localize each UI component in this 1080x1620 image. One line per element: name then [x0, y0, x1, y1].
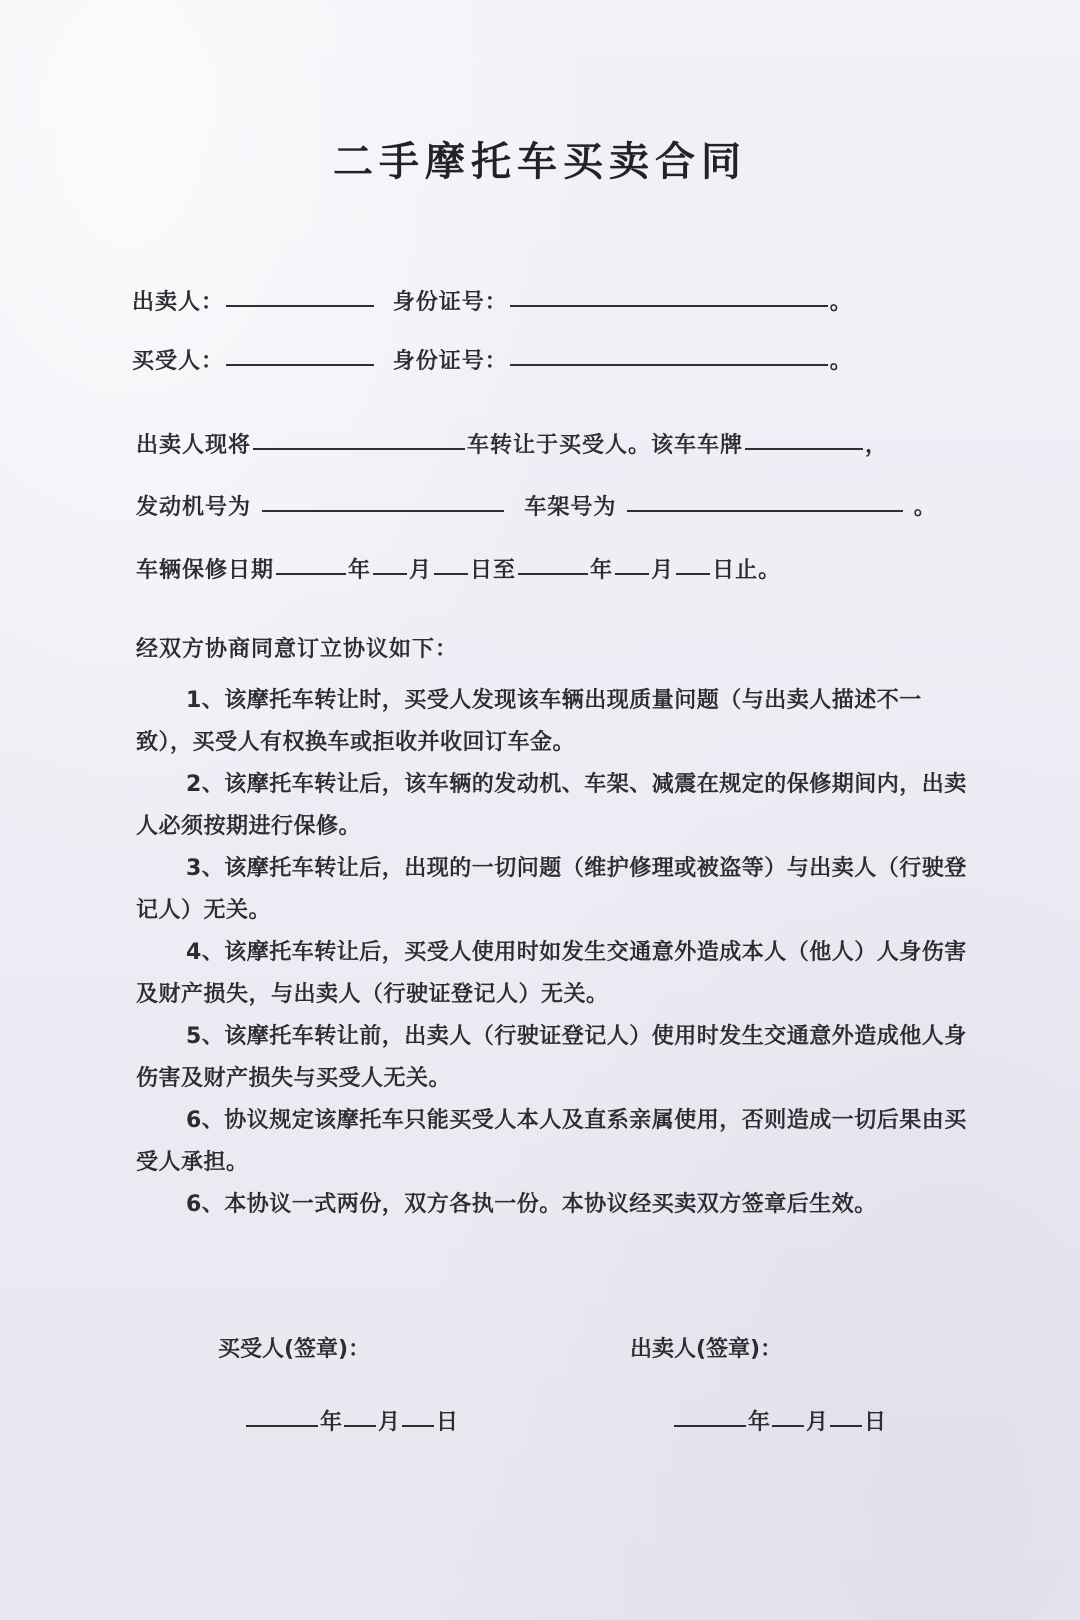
- warranty-prefix: 车辆保修日期: [136, 558, 275, 583]
- warranty-start-month-blank[interactable]: [373, 551, 407, 575]
- warranty-end-month-blank[interactable]: [615, 551, 649, 575]
- buyer-date-month-blank[interactable]: [344, 1403, 376, 1427]
- transfer-row: [136, 428, 888, 460]
- buyer-signature-label: 买受人(签章)：: [218, 1337, 371, 1362]
- buyer-row: [132, 344, 853, 376]
- warranty-row: [136, 553, 781, 585]
- seller-row-period: 。: [829, 290, 853, 315]
- buyer-id-label: 身份证号：: [392, 349, 508, 374]
- warranty-day-to: 日至: [470, 558, 517, 583]
- seller-row: [132, 285, 853, 317]
- warranty-start-day-blank[interactable]: [434, 551, 468, 575]
- warranty-start-year-blank[interactable]: [276, 551, 346, 575]
- clause-7-text: 6、本协议一式两份，双方各执一份。本协议经买卖双方签章后生效。: [186, 1192, 877, 1217]
- buyer-date-day: 日: [436, 1410, 459, 1435]
- seller-date-month: 月: [806, 1410, 829, 1435]
- agreement-intro: 经双方协商同意订立协议如下：: [136, 637, 459, 662]
- warranty-start-month: 月: [409, 558, 433, 583]
- clause-5: [136, 1016, 978, 1100]
- buyer-date-day-blank[interactable]: [402, 1403, 434, 1427]
- seller-id-blank[interactable]: [510, 283, 828, 307]
- buyer-signature-date: [244, 1405, 458, 1437]
- seller-date-day: 日: [864, 1410, 887, 1435]
- engine-label: 发动机号为: [136, 495, 252, 520]
- buyer-date-month: 月: [378, 1410, 401, 1435]
- warranty-day-end: 日止。: [712, 558, 782, 583]
- warranty-end-year-blank[interactable]: [518, 551, 588, 575]
- warranty-end-year: 年: [590, 558, 614, 583]
- clause-3: [136, 848, 978, 932]
- clause-2: [136, 764, 978, 848]
- seller-date-month-blank[interactable]: [772, 1403, 804, 1427]
- clause-6: [136, 1100, 978, 1184]
- transfer-comma: ，: [865, 433, 889, 458]
- transfer-middle: 车转让于买受人。该车车牌: [467, 433, 744, 458]
- seller-name-blank[interactable]: [226, 283, 374, 307]
- seller-label: 出卖人：: [132, 290, 225, 315]
- vehicle-blank[interactable]: [253, 426, 465, 450]
- buyer-date-year: 年: [320, 1410, 343, 1435]
- seller-signature-date: [672, 1405, 886, 1437]
- clause-3-text: 3、该摩托车转让后，出现的一切问题（维护修理或被盗等）与出卖人（行驶登记人）无关。: [136, 856, 967, 923]
- buyer-row-period: 。: [829, 349, 853, 374]
- clause-2-text: 2、该摩托车转让后，该车辆的发动机、车架、减震在规定的保修期间内，出卖人必须按期进行保修。: [136, 772, 967, 839]
- page-title: 二手摩托车买卖合同: [333, 139, 747, 185]
- frame-blank[interactable]: [627, 488, 903, 512]
- seller-date-year: 年: [748, 1410, 771, 1435]
- seller-signature-label: 出卖人(签章)：: [630, 1337, 783, 1362]
- buyer-name-blank[interactable]: [226, 342, 374, 366]
- clause-4-text: 4、该摩托车转让后，买受人使用时如发生交通意外造成本人（他人）人身伤害及财产损失，与出卖人（行驶证登记人）无关。: [136, 940, 967, 1007]
- engine-row: [136, 490, 937, 522]
- seller-id-label: 身份证号：: [392, 290, 508, 315]
- plate-blank[interactable]: [745, 426, 863, 450]
- clause-6-text: 6、协议规定该摩托车只能买受人本人及直系亲属使用，否则造成一切后果由买受人承担。: [136, 1108, 967, 1175]
- clause-4: [136, 932, 978, 1016]
- buyer-date-year-blank[interactable]: [246, 1403, 318, 1427]
- warranty-end-day-blank[interactable]: [676, 551, 710, 575]
- clause-1-text: 1、该摩托车转让时，买受人发现该车辆出现质量问题（与出卖人描述不一致），买受人有权换车或拒收并收回订车金。: [136, 688, 922, 755]
- transfer-prefix: 出卖人现将: [136, 433, 252, 458]
- clause-5-text: 5、该摩托车转让前，出卖人（行驶证登记人）使用时发生交通意外造成他人身伤害及财产损失与买受人无关。: [136, 1024, 967, 1091]
- engine-blank[interactable]: [262, 488, 504, 512]
- clause-1: [136, 680, 978, 764]
- engine-row-period: 。: [913, 495, 937, 520]
- warranty-end-month: 月: [651, 558, 675, 583]
- buyer-label: 买受人：: [132, 349, 225, 374]
- seller-date-year-blank[interactable]: [674, 1403, 746, 1427]
- warranty-start-year: 年: [348, 558, 372, 583]
- frame-label: 车架号为: [524, 495, 617, 520]
- seller-date-day-blank[interactable]: [830, 1403, 862, 1427]
- clause-7: [136, 1184, 978, 1226]
- buyer-id-blank[interactable]: [510, 342, 828, 366]
